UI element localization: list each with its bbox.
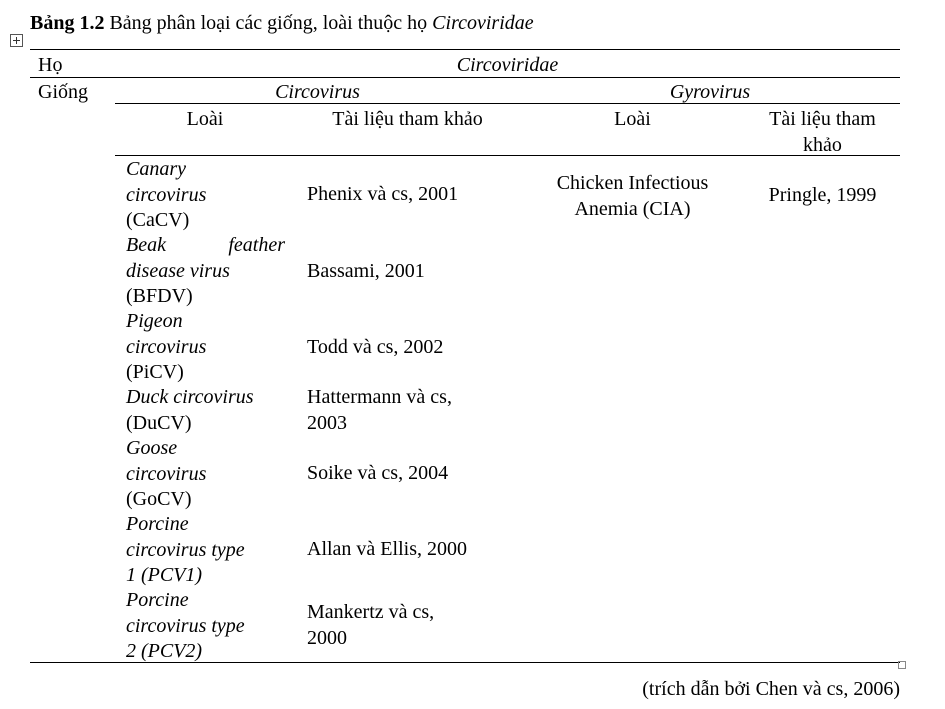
col-reference-circovirus: Tài liệu tham khảo — [332, 108, 483, 130]
species-goose: Goose circovirus (GoCV) — [126, 437, 207, 510]
reference-goose: Soike và cs, 2004 — [307, 462, 449, 484]
table-resize-handle[interactable] — [898, 661, 906, 669]
reference-pigeon: Todd và cs, 2002 — [307, 336, 444, 358]
col-reference-gyrovirus-line1: Tài liệu tham — [769, 108, 876, 130]
reference-canary: Phenix và cs, 2001 — [307, 183, 459, 205]
citation-footer: (trích dẫn bởi Chen và cs, 2006) — [642, 678, 900, 700]
reference-porcine-1: Allan và Ellis, 2000 — [307, 538, 467, 560]
genus-circovirus: Circovirus — [275, 81, 360, 103]
col-reference-gyrovirus-line2: khảo — [803, 134, 842, 156]
caption-text: Bảng phân loại các giống, loài thuộc họ — [109, 12, 428, 34]
species-duck: Duck circovirus (DuCV) — [126, 386, 254, 434]
genus-gyrovirus: Gyrovirus — [669, 81, 751, 103]
rule-top — [30, 49, 900, 50]
gyrovirus-species-line2: Anemia (CIA) — [574, 198, 691, 220]
species-canary: Canary circovirus (CaCV) — [126, 158, 207, 231]
beak-feather-word-1: feather — [228, 234, 285, 256]
species-porcine-1: Porcine circovirus type 1 (PCV1) — [126, 513, 245, 586]
caption-family: Circoviridae — [432, 12, 534, 34]
reference-beak-feather: Bassami, 2001 — [307, 260, 425, 282]
gyrovirus-species-line1: Chicken Infectious — [556, 172, 709, 194]
family-name: Circoviridae — [456, 54, 559, 76]
col-species-gyrovirus: Loài — [614, 108, 651, 130]
species-beak-feather: Beak feather disease virus (BFDV) — [126, 234, 285, 307]
table-caption — [30, 10, 534, 36]
giong-label: Giống — [38, 81, 88, 103]
reference-duck: Hattermann và cs, 2003 — [307, 386, 452, 434]
gyrovirus-reference: Pringle, 1999 — [768, 184, 877, 206]
beak-feather-word-0: Beak — [126, 234, 166, 256]
table-move-handle-icon[interactable] — [10, 34, 23, 47]
caption-label: Bảng 1.2 — [30, 12, 105, 34]
species-porcine-2: Porcine circovirus type 2 (PCV2) — [126, 589, 245, 662]
species-pigeon: Pigeon circovirus (PiCV) — [126, 310, 207, 383]
reference-porcine-2: Mankertz và cs, 2000 — [307, 601, 435, 649]
col-species-circovirus: Loài — [186, 108, 224, 130]
ho-label: Họ — [38, 54, 63, 76]
